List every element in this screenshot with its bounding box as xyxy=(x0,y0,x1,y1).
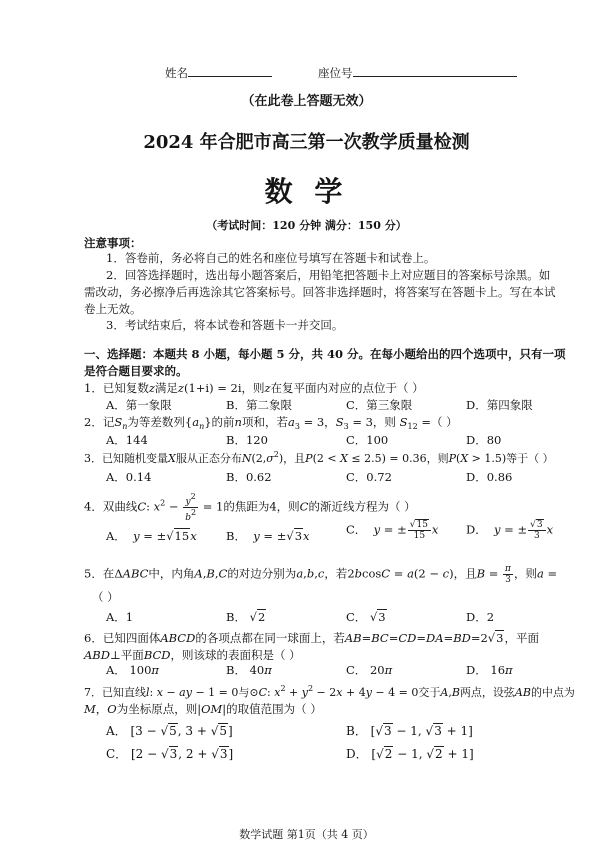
section-heading-1: 一、选择题：本题共 8 小题，每小题 5 分，共 40 分。在每小题给出的四个选项中，只有一项 xyxy=(84,347,566,361)
q2-option-a: A．144 xyxy=(106,433,148,447)
time-info: （考试时间：120 分钟 满分：150 分） xyxy=(206,219,407,232)
note-1: 1．答卷前，务必将自己的姓名和座位号填写在答题卡和试卷上。 xyxy=(106,251,436,265)
q3-option-b: B．0.62 xyxy=(226,470,272,484)
notes-heading: 注意事项： xyxy=(84,236,142,250)
question-4: 4．双曲线C: $x^2$ − $\frac{y2}{b2}$ = 1的焦距为4，则C的渐近线方程为（ ） xyxy=(84,492,416,523)
q5-paren: （ ） xyxy=(92,590,119,604)
question-3: 3．已知随机变量X服从正态分布$N(2,\sigma^2)$，且P(2 < X ≤ 2.5) = 0.36，则P(X > 1.5)等于（ ） xyxy=(84,450,554,465)
note-2b: 需改动，务必擦净后再选涂其它答案标号。回答非选择题时，将答案写在答题卡上。写在本试 xyxy=(84,285,556,299)
question-5: 5．在ΔABC中，内角A,B,C的对边分别为a,b,c，若2bcosC = a(2 − c)，且B = $\frac{\pi}{3}$ ，则a = xyxy=(84,564,558,585)
q1-option-a: A．第一象限 xyxy=(106,398,172,412)
q1-option-b: B．第二象限 xyxy=(226,398,292,412)
seat-label: 座位号 xyxy=(318,66,353,80)
q7-option-a: A． [3 − √5, 3 + √5] xyxy=(106,724,233,738)
page-footer: 数学试题 第1页（共 4 页） xyxy=(239,828,374,841)
invalid-notice: （在此卷上答题无效） xyxy=(241,94,372,109)
q6-option-c: C． 20π xyxy=(346,663,393,677)
question-1: 1．已知复数z满足z(1+i) = 2i，则z在复平面内对应的点位于（ ） xyxy=(84,381,424,395)
q4-option-a: A． y = ±√15x xyxy=(106,529,197,543)
q5-option-d: D．2 xyxy=(466,610,495,624)
q2-option-c: C．100 xyxy=(346,433,389,447)
q7-option-b: B． [√3 − 1, √3 + 1] xyxy=(346,724,473,738)
section-heading-2: 是符合题目要求的。 xyxy=(84,364,188,378)
q2-option-b: B．120 xyxy=(226,433,268,447)
name-blank xyxy=(188,64,272,77)
name-label: 姓名 xyxy=(165,66,188,80)
question-2: 2．记$S_n$为等差数列$\{a_n\}$的前n项和，若$a_3 = 3$，$S_3 = 3$，则 $S_{12}$ =（ ） xyxy=(84,415,458,431)
name-field xyxy=(165,64,272,81)
note-2a: 2．回答选择题时，选出每小题答案后，用铅笔把答题卡上对应题目的答案标号涂黑。如 xyxy=(106,268,551,282)
q4-option-c: C． y = ± $\frac{√15}{15}$ x xyxy=(346,520,439,541)
question-6-line-2: ABD⊥平面BCD，则该球的表面积是（ ） xyxy=(84,648,301,662)
seat-field xyxy=(318,64,517,81)
q6-option-a: A． 100π xyxy=(106,663,159,677)
q5-option-c: C． √3 xyxy=(346,610,386,624)
question-6-line-1: 6．已知四面体ABCD的各项点都在同一球面上，若AB=BC=CD=DA=BD=2√3，平面 xyxy=(84,631,539,645)
q3-option-c: C．0.72 xyxy=(346,470,392,484)
seat-blank xyxy=(353,64,517,77)
subject-title: 数 学 xyxy=(264,175,349,208)
q6-option-d: D． 16π xyxy=(466,663,513,677)
q3-option-d: D．0.86 xyxy=(466,470,513,484)
q5-option-b: B． √2 xyxy=(226,610,266,624)
question-7-line-2: M，O为坐标原点，则|OM|的取值范围为（ ） xyxy=(84,702,322,716)
q4-option-b: B． y = ±√3x xyxy=(226,529,310,543)
q2-option-d: D．80 xyxy=(466,433,502,447)
exam-title: 2024 年合肥市高三第一次教学质量检测 xyxy=(143,132,470,153)
question-7-line-1: 7．已知直线l: x − ay − 1 = 0与⊙C: $x^2 + y^2 - 2x + 4y - 4 = 0$交于A,B两点，设弦AB的中点为 xyxy=(84,684,575,699)
q5-option-a: A．1 xyxy=(106,610,134,624)
q1-option-c: C．第三象限 xyxy=(346,398,413,412)
q1-option-d: D．第四象限 xyxy=(466,398,533,412)
q6-option-b: B． 40π xyxy=(226,663,272,677)
q7-option-c: C． [2 − √3, 2 + √3] xyxy=(106,747,234,761)
q3-option-a: A．0.14 xyxy=(106,470,152,484)
q4-option-d: D． y = ± $\frac{√3}{3}$ x xyxy=(466,520,554,541)
note-3: 3．考试结束后，将本试卷和答题卡一并交回。 xyxy=(106,318,344,332)
note-2c: 卷上无效。 xyxy=(84,302,142,316)
q7-option-d: D． [√2 − 1, √2 + 1] xyxy=(346,747,474,761)
